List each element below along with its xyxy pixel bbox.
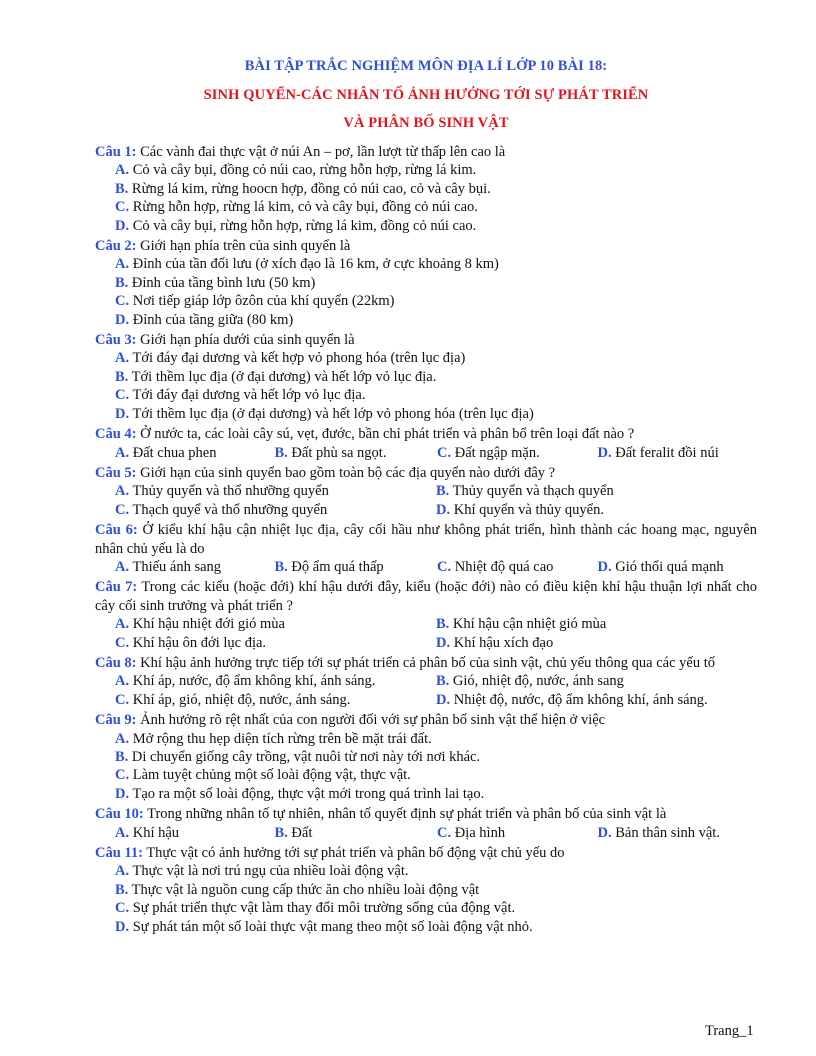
question-text: Thực vật có ảnh hưởng tới sự phát triển và phân bố động vật chủ yếu do bbox=[142, 845, 565, 862]
answer-option bbox=[95, 217, 757, 235]
option-text: Đất chua phen bbox=[129, 444, 217, 461]
option-letter: A. bbox=[115, 256, 130, 273]
question-block bbox=[95, 711, 757, 803]
option-text: Tạo ra một số loài động, thực vật mới trong quá trình lai tạo. bbox=[129, 785, 485, 802]
question-block bbox=[95, 425, 757, 462]
question-block bbox=[95, 805, 757, 842]
option-text: Đất bbox=[287, 824, 313, 841]
question-block bbox=[95, 237, 757, 329]
answer-option bbox=[95, 292, 757, 310]
option-text: Khí hậu xích đạo bbox=[450, 634, 554, 651]
option-text: Đỉnh của tầng giữa (80 km) bbox=[129, 311, 294, 328]
question-stem bbox=[95, 331, 757, 349]
question-number: Câu 4: bbox=[95, 426, 137, 443]
question-block bbox=[95, 143, 757, 235]
answer-option bbox=[115, 615, 436, 633]
option-text: Đất feralit đồi núi bbox=[611, 444, 719, 461]
options-row bbox=[95, 482, 757, 500]
options-row bbox=[95, 558, 757, 576]
option-letter: B. bbox=[436, 483, 450, 500]
option-letter: A. bbox=[115, 162, 130, 179]
option-text: Khí quyển và thủy quyển. bbox=[450, 501, 604, 518]
answer-option bbox=[436, 615, 606, 633]
answer-option bbox=[115, 672, 436, 690]
option-letter: D. bbox=[436, 501, 451, 518]
document-title-line-1: BÀI TẬP TRẮC NGHIỆM MÔN ĐỊA LÍ LỚP 10 BÀI 18: bbox=[244, 58, 608, 74]
option-text: Đất ngập mặn. bbox=[451, 444, 540, 461]
option-letter: A. bbox=[115, 673, 130, 690]
question-number: Câu 9: bbox=[95, 712, 137, 729]
option-letter: A. bbox=[115, 444, 130, 461]
option-letter: B. bbox=[274, 824, 288, 841]
option-letter: D. bbox=[436, 634, 451, 651]
option-letter: D. bbox=[597, 824, 612, 841]
question-stem bbox=[95, 237, 757, 255]
question-text: Khí hậu ảnh hưởng trực tiếp tới sự phát triển cả phân bố của sinh vật, chủ yếu thông qua các yếu tố bbox=[136, 654, 715, 671]
answer-option bbox=[115, 501, 436, 519]
options-row bbox=[95, 501, 757, 519]
answer-option bbox=[115, 634, 436, 652]
question-text: Các vành đai thực vật ở núi An – pơ, lần lượt từ thấp lên cao là bbox=[136, 144, 506, 160]
option-letter: A. bbox=[115, 483, 130, 500]
option-letter: D. bbox=[115, 405, 130, 422]
question-stem bbox=[95, 425, 757, 443]
option-text: Thủy quyển và thạch quyển bbox=[449, 483, 614, 500]
document-title-line-3: VÀ PHÂN BỐ SINH VẬT bbox=[343, 115, 509, 131]
option-text: Nhiệt độ, nước, độ ẩm không khí, ánh sáng. bbox=[450, 691, 708, 708]
answer-option bbox=[436, 482, 614, 500]
question-text: Trong các kiểu (hoặc đới) khí hậu dưới đây, kiểu (hoặc đới) nào có điều kiện khí hậu thuận lợi nhất cho cây cối sinh trưởng và phát triển ? bbox=[95, 579, 758, 614]
option-text: Di chuyển giống cây trồng, vật nuôi từ nơi này tới nơi khác. bbox=[128, 749, 481, 765]
option-letter: C. bbox=[437, 558, 452, 575]
option-letter: B. bbox=[115, 180, 129, 197]
answer-option bbox=[95, 311, 757, 329]
option-letter: D. bbox=[115, 785, 130, 802]
option-text: Nơi tiếp giáp lớp ôzôn của khí quyển (22km) bbox=[129, 293, 395, 310]
option-letter: C. bbox=[115, 691, 130, 708]
answer-option bbox=[95, 862, 757, 880]
answer-option bbox=[436, 634, 553, 652]
answer-option bbox=[95, 368, 757, 386]
option-letter: B. bbox=[274, 444, 288, 461]
option-letter: B. bbox=[115, 368, 129, 385]
question-number: Câu 7: bbox=[95, 579, 138, 596]
question-stem bbox=[95, 654, 757, 672]
option-letter: B. bbox=[115, 274, 129, 291]
options-row bbox=[95, 615, 757, 633]
answer-option bbox=[115, 558, 275, 576]
option-text: Sự phát triển thực vật làm thay đổi môi trường sống của động vật. bbox=[129, 900, 516, 917]
option-text: Khí áp, nước, độ ẩm không khí, ánh sáng. bbox=[129, 673, 376, 690]
answer-option bbox=[437, 444, 598, 462]
question-text: Ảnh hưởng rõ rệt nhất của con người đối với sự phân bố sinh vật thể hiện ở việc bbox=[136, 712, 606, 729]
option-letter: B. bbox=[115, 749, 129, 765]
question-block bbox=[95, 331, 757, 423]
answer-option bbox=[95, 730, 757, 748]
question-stem bbox=[95, 805, 757, 823]
answer-option bbox=[95, 161, 757, 179]
answer-option bbox=[115, 691, 436, 709]
question-block bbox=[95, 464, 757, 519]
option-letter: C. bbox=[115, 293, 130, 310]
option-letter: A. bbox=[115, 616, 130, 633]
question-stem bbox=[95, 711, 757, 729]
option-text: Rừng hỗn hợp, rừng lá kim, cỏ và cây bụi, đồng cỏ núi cao. bbox=[129, 199, 478, 216]
option-text: Cỏ và cây bụi, rừng hỗn hợp, rừng lá kim, đồng cỏ núi cao. bbox=[129, 217, 477, 234]
question-text: Giới hạn của sinh quyển bao gồm toàn bộ các địa quyển nào dưới đây ? bbox=[136, 464, 556, 481]
option-text: Địa hình bbox=[451, 824, 506, 841]
question-block bbox=[95, 521, 757, 576]
option-letter: C. bbox=[437, 444, 452, 461]
option-text: Khí hậu nhiệt đới gió mùa bbox=[129, 616, 285, 633]
answer-option bbox=[95, 198, 757, 216]
option-letter: C. bbox=[115, 767, 130, 784]
question-number: Câu 1: bbox=[95, 144, 137, 160]
option-text: Thủy quyển và thổ nhưỡng quyển bbox=[129, 483, 329, 500]
option-letter: D. bbox=[115, 918, 130, 935]
option-text: Khí hậu cận nhiệt gió mùa bbox=[449, 616, 607, 633]
answer-option bbox=[115, 482, 436, 500]
question-text: Trong những nhân tố tự nhiên, nhân tố quyết định sự phát triển và phân bố của sinh vật là bbox=[143, 806, 667, 823]
option-letter: C. bbox=[437, 824, 452, 841]
page-number: Trang_1 bbox=[705, 1023, 754, 1039]
answer-option bbox=[95, 881, 757, 899]
option-text: Khí hậu bbox=[129, 824, 180, 841]
answer-option bbox=[275, 444, 438, 462]
option-text: Thực vật là nguồn cung cấp thức ăn cho nhiều loài động vật bbox=[128, 881, 480, 898]
option-text: Cỏ và cây bụi, đồng cỏ núi cao, rừng hỗn hợp, rừng lá kim. bbox=[129, 162, 477, 179]
option-letter: C. bbox=[115, 634, 130, 651]
question-stem bbox=[95, 143, 757, 161]
option-letter: D. bbox=[597, 444, 612, 461]
option-letter: D. bbox=[436, 691, 451, 708]
option-letter: C. bbox=[115, 387, 130, 404]
option-text: Rừng lá kim, rừng hoocn hợp, đồng cỏ núi cao, cỏ và cây bụi. bbox=[128, 180, 491, 197]
question-number: Câu 10: bbox=[95, 806, 144, 823]
option-letter: B. bbox=[436, 616, 450, 633]
answer-option bbox=[598, 824, 758, 842]
option-text: Gió, nhiệt độ, nước, ánh sang bbox=[449, 673, 624, 690]
option-letter: A. bbox=[115, 558, 130, 575]
option-letter: A. bbox=[115, 730, 130, 747]
option-text: Tới đáy đại dương và kết hợp vỏ phong hóa (trên lục địa) bbox=[129, 350, 466, 367]
question-number: Câu 5: bbox=[95, 464, 137, 481]
question-block bbox=[95, 654, 757, 709]
option-letter: C. bbox=[115, 199, 130, 216]
answer-option bbox=[598, 444, 758, 462]
answer-option bbox=[95, 766, 757, 784]
option-letter: D. bbox=[597, 558, 612, 575]
option-letter: C. bbox=[115, 900, 130, 917]
answer-option bbox=[275, 824, 438, 842]
option-letter: A. bbox=[115, 350, 130, 367]
answer-option bbox=[95, 180, 757, 198]
answer-option bbox=[95, 405, 757, 423]
options-row bbox=[95, 634, 757, 652]
answer-option bbox=[437, 558, 598, 576]
answer-option bbox=[598, 558, 758, 576]
option-text: Đỉnh của tầng bình lưu (50 km) bbox=[128, 274, 316, 291]
answer-option bbox=[115, 444, 275, 462]
answer-option bbox=[95, 918, 757, 936]
question-block bbox=[95, 844, 757, 936]
question-stem bbox=[95, 464, 757, 482]
question-text: Giới hạn phía dưới của sinh quyển là bbox=[136, 332, 355, 349]
question-text: Ở kiểu khí hậu cận nhiệt lục địa, cây cối hầu như không phát triển, hình thành các hoang mạc, nguyên nhân chủ yếu là do bbox=[95, 522, 757, 557]
option-letter: A. bbox=[115, 824, 130, 841]
answer-option bbox=[95, 349, 757, 367]
option-text: Khí hậu ôn đới lục địa. bbox=[129, 634, 267, 651]
answer-option bbox=[436, 691, 708, 709]
option-letter: B. bbox=[115, 881, 129, 898]
option-text: Độ ẩm quá thấp bbox=[287, 558, 384, 575]
question-number: Câu 3: bbox=[95, 332, 137, 349]
option-text: Bản thân sinh vật. bbox=[611, 824, 720, 841]
options-row bbox=[95, 672, 757, 690]
options-row bbox=[95, 691, 757, 709]
answer-option bbox=[95, 386, 757, 404]
question-stem bbox=[95, 578, 757, 615]
option-text: Sự phát tán một số loài thực vật mang theo một số loài động vật nhỏ. bbox=[129, 918, 533, 935]
answer-option bbox=[437, 824, 598, 842]
option-text: Đất phù sa ngọt. bbox=[287, 444, 387, 461]
option-text: Tới đáy đại dương và hết lớp vỏ lục địa. bbox=[129, 387, 366, 404]
question-number: Câu 2: bbox=[95, 238, 137, 255]
option-text: Thạch quyể và thổ nhưỡng quyển bbox=[129, 501, 328, 518]
answer-option bbox=[95, 899, 757, 917]
answer-option bbox=[95, 785, 757, 803]
question-list bbox=[95, 143, 757, 938]
option-text: Nhiệt độ quá cao bbox=[451, 558, 554, 575]
option-text: Làm tuyệt chủng một số loài động vật, thực vật. bbox=[129, 767, 411, 784]
option-text: Mở rộng thu hẹp diện tích rừng trên bề mặt trái đất. bbox=[129, 730, 432, 747]
option-letter: D. bbox=[115, 217, 130, 234]
question-text: Ở nước ta, các loài cây sú, vẹt, đước, bần chỉ phát triển và phân bố trên loại đất nào ? bbox=[136, 426, 635, 443]
option-text: Tới thềm lục địa (ở đại dương) và hết lớp vỏ phong hóa (trên lục địa) bbox=[129, 405, 534, 422]
answer-option bbox=[436, 672, 624, 690]
option-letter: B. bbox=[274, 558, 288, 575]
answer-option bbox=[115, 824, 275, 842]
option-text: Thực vật là nơi trú ngụ của nhiều loài động vật. bbox=[129, 863, 409, 880]
option-text: Gió thổi quá mạnh bbox=[611, 558, 724, 575]
question-stem bbox=[95, 521, 757, 558]
options-row bbox=[95, 444, 757, 462]
answer-option bbox=[95, 748, 757, 766]
option-text: Thiếu ánh sang bbox=[129, 558, 222, 575]
question-number: Câu 11: bbox=[95, 845, 143, 862]
question-number: Câu 6: bbox=[95, 522, 138, 539]
question-block bbox=[95, 578, 757, 652]
document-title-line-2: SINH QUYỂN-CÁC NHÂN TỐ ẢNH HƯỞNG TỚI SỰ PHÁT TRIỂN bbox=[203, 87, 649, 103]
option-text: Tới thềm lục địa (ở đại dương) và hết lớp vỏ lục địa. bbox=[128, 368, 437, 385]
question-stem bbox=[95, 844, 757, 862]
answer-option bbox=[95, 255, 757, 273]
question-text: Giới hạn phía trên của sinh quyển là bbox=[136, 238, 351, 255]
option-letter: A. bbox=[115, 863, 130, 880]
option-letter: B. bbox=[436, 673, 450, 690]
option-letter: C. bbox=[115, 501, 130, 518]
option-text: Khí áp, gió, nhiệt độ, nước, ánh sáng. bbox=[129, 691, 351, 708]
option-text: Đỉnh của tần đối lưu (ở xích đạo là 16 km, ở cực khoảng 8 km) bbox=[129, 256, 499, 273]
answer-option bbox=[436, 501, 604, 519]
answer-option bbox=[95, 274, 757, 292]
answer-option bbox=[275, 558, 438, 576]
option-letter: D. bbox=[115, 311, 130, 328]
options-row bbox=[95, 824, 757, 842]
question-number: Câu 8: bbox=[95, 654, 137, 671]
